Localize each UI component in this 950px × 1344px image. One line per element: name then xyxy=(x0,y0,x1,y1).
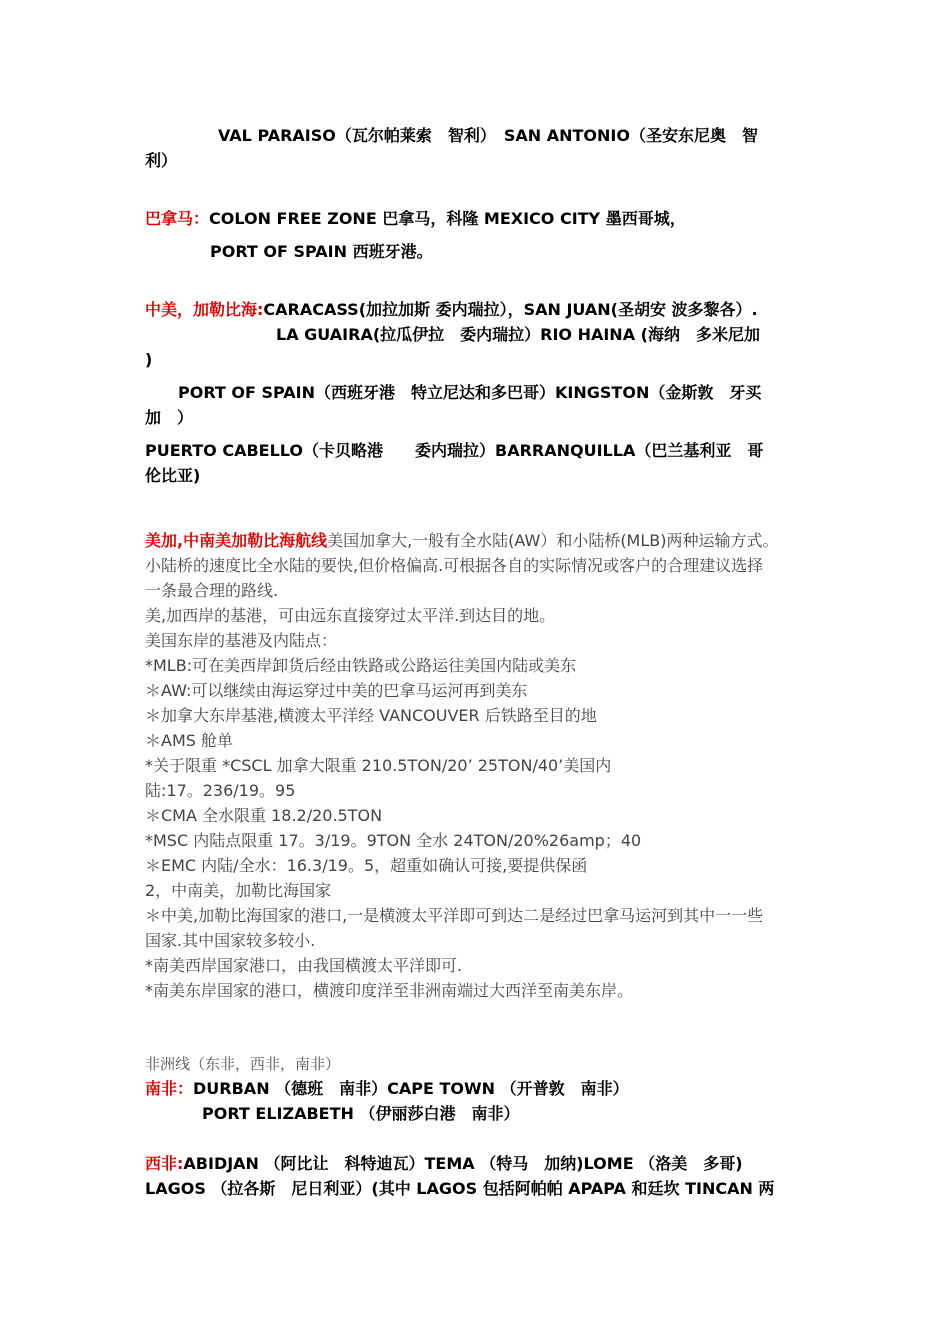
americas-text-0: 美国加拿大,一般有全水陆(AW）和小陆桥(MLB)两种运输方式。 xyxy=(327,531,779,550)
south-africa-label: 南非： xyxy=(145,1079,194,1098)
americas-text-2: 一条最合理的路线. xyxy=(145,581,279,600)
americas-text-15: ＊中美,加勒比海国家的港口,一是横渡太平洋即可到达二是经过巴拿马运河到其中一一些 xyxy=(145,906,764,925)
panama-ports: COLON FREE ZONE 巴拿马，科隆 MEXICO CITY 墨西哥城， xyxy=(209,209,686,228)
americas-text-1: 小陆桥的速度比全水陆的要快,但价格偏高.可根据各自的实际情况或客户的合理建议选择 xyxy=(145,556,764,575)
central-america-line-7: 伦比亚) xyxy=(145,466,201,485)
panama-line-1 xyxy=(145,208,686,230)
panama-line-2: PORT OF SPAIN 西班牙港。 xyxy=(210,242,433,261)
central-america-line-3: ) xyxy=(145,350,153,369)
south-africa-line-1 xyxy=(145,1078,629,1100)
central-america-ports-1: CARACASS(加拉加斯 委内瑞拉），SAN JUAN(圣胡安 波多黎各）. xyxy=(263,300,758,319)
americas-text-4: 美国东岸的基港及内陆点： xyxy=(145,631,338,650)
south-africa-line-2: PORT ELIZABETH （伊丽莎白港 南非） xyxy=(202,1104,520,1123)
west-africa-line-1 xyxy=(145,1153,743,1175)
americas-text-14: 2，中南美，加勒比海国家 xyxy=(145,881,332,900)
americas-text-5: *MLB:可在美西岸卸货后经由铁路或公路运往美国内陆或美东 xyxy=(145,656,577,675)
central-america-label: 中美，加勒比海: xyxy=(145,300,264,319)
americas-text-8: ＊AMS 舱单 xyxy=(145,731,233,750)
chile-ports-line-1: VAL PARAISO（瓦尔帕莱索 智利） SAN ANTONIO（圣安东尼奥 智 xyxy=(218,126,758,145)
central-america-line-6: PUERTO CABELLO（卡贝略港 委内瑞拉）BARRANQUILLA（巴兰基利亚 哥 xyxy=(145,441,764,460)
chile-ports-line-2: 利） xyxy=(145,151,178,170)
americas-text-6: ＊AW:可以继续由海运穿过中美的巴拿马运河再到美东 xyxy=(145,681,528,700)
americas-intro-line xyxy=(145,530,779,552)
south-africa-ports-1: DURBAN （德班 南非）CAPE TOWN （开普敦 南非） xyxy=(193,1079,629,1098)
west-africa-ports-1: ABIDJAN （阿比让 科特迪瓦）TEMA （特马 加纳)LOME （洛美 多哥) xyxy=(183,1154,743,1173)
central-america-line-4: PORT OF SPAIN（西班牙港 特立尼达和多巴哥）KINGSTON（金斯敦 牙买 xyxy=(178,383,762,402)
americas-label: 美加,中南美加勒比海航线 xyxy=(145,531,328,550)
americas-text-13: ＊EMC 内陆/全水：16.3/19。5，超重如确认可接,要提供保函 xyxy=(145,856,588,875)
africa-heading: 非洲线（东非，西非，南非） xyxy=(145,1055,341,1073)
americas-text-11: ＊CMA 全水限重 18.2/20.5TON xyxy=(145,806,383,825)
central-america-line-1 xyxy=(145,299,758,321)
americas-text-18: *南美东岸国家的港口，横渡印度洋至非洲南端过大西洋至南美东岸。 xyxy=(145,981,634,1000)
panama-label: 巴拿马： xyxy=(145,209,210,228)
americas-text-9: *关于限重 *CSCL 加拿大限重 210.5TON/20’ 25TON/40’美国内 xyxy=(145,756,612,775)
west-africa-line-2: LAGOS （拉各斯 尼日利亚）(其中 LAGOS 包括阿帕帕 APAPA 和廷坎 TINCAN 两 xyxy=(145,1179,775,1198)
central-america-line-2: LA GUAIRA(拉瓜伊拉 委内瑞拉）RIO HAINA (海纳 多米尼加 xyxy=(276,325,760,344)
americas-text-16: 国家.其中国家较多较小. xyxy=(145,931,316,950)
central-america-line-5: 加 ） xyxy=(145,408,194,427)
americas-text-7: ＊加拿大东岸基港,横渡太平洋经 VANCOUVER 后铁路至目的地 xyxy=(145,706,597,725)
americas-text-17: *南美西岸国家港口，由我国横渡太平洋即可. xyxy=(145,956,463,975)
west-africa-label: 西非: xyxy=(145,1154,184,1173)
americas-text-3: 美,加西岸的基港，可由远东直接穿过太平洋.到达目的地。 xyxy=(145,606,556,625)
americas-text-12: *MSC 内陆点限重 17。3/19。9TON 全水 24TON/20%26amp；40 xyxy=(145,831,642,850)
americas-text-10: 陆:17。236/19。95 xyxy=(145,781,296,800)
